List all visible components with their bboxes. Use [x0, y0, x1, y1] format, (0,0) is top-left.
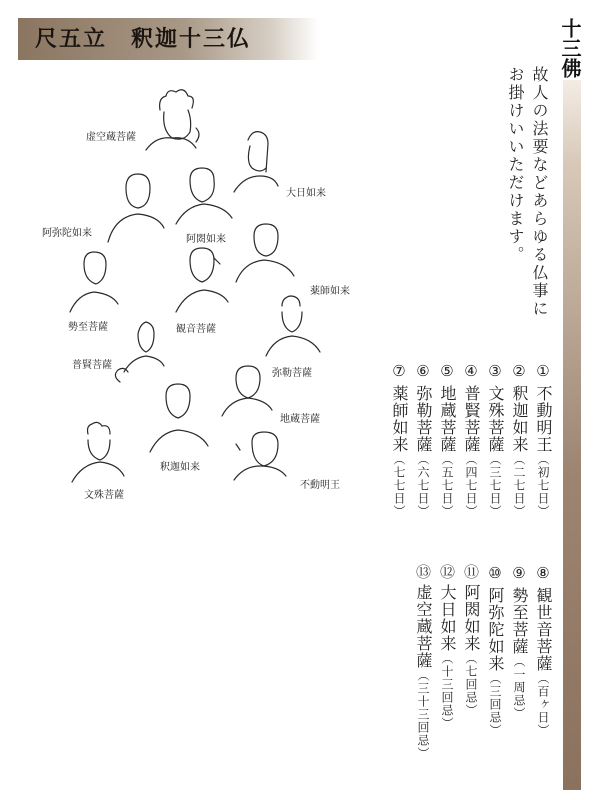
- label-kannon: 観音菩薩: [176, 324, 216, 335]
- list-item: ②釈迦如来（二七日）: [510, 362, 529, 518]
- list-item: ①不動明王（初七日）: [534, 362, 553, 518]
- figure-shaka: [150, 384, 208, 452]
- label-ashuku: 阿閦如来: [186, 234, 226, 245]
- list-item: ⑬虚空蔵菩薩（三十三回忌）: [414, 564, 433, 760]
- label-monju: 文殊菩薩: [84, 490, 124, 501]
- figure-fudo: [234, 432, 286, 480]
- intro-line-2: お掛けいいただけます。: [506, 66, 525, 264]
- page-title: 尺五立 釈迦十三仏: [35, 26, 252, 52]
- figure-ashuku: [176, 168, 232, 224]
- figure-amida: [108, 174, 164, 242]
- list-item: ③文殊菩薩（三七日）: [486, 362, 505, 518]
- figure-miroku: [266, 296, 320, 356]
- list-item: ⑦薬師如来（七七日）: [390, 362, 409, 518]
- label-jizo: 地蔵菩薩: [280, 414, 320, 425]
- side-title: 十三佛: [558, 18, 582, 78]
- label-fudo: 不動明王: [300, 480, 340, 491]
- label-kokuzo: 虚空蔵菩薩: [86, 132, 136, 143]
- label-shaka: 釈迦如来: [160, 462, 200, 473]
- list-item: ⑥弥勒菩薩（六七日）: [414, 362, 433, 518]
- list-item: ⑧観世音菩薩（百ヶ日）: [534, 564, 553, 737]
- label-miroku: 弥勒菩薩: [272, 368, 312, 379]
- figure-jizo: [222, 366, 272, 416]
- list-item: ⑫大日如来（十三回忌）: [438, 564, 457, 730]
- figure-yakushi: [236, 224, 294, 282]
- label-amida: 阿弥陀如来: [42, 228, 92, 239]
- label-yakushi: 薬師如来: [310, 286, 350, 297]
- list-item: ④普賢菩薩（四七日）: [462, 362, 481, 518]
- label-fugen: 普賢菩薩: [72, 360, 112, 371]
- figure-fugen: [115, 322, 164, 382]
- figure-dainichi: [234, 132, 278, 192]
- figure-kokuzo: [146, 90, 199, 150]
- list-item: ⑤地蔵菩薩（五七日）: [438, 362, 457, 518]
- label-seishi: 勢至菩薩: [68, 322, 108, 333]
- figure-seishi: [70, 252, 118, 312]
- intro-line-1: 故人の法要などあらゆる仏事に: [530, 66, 549, 318]
- list-item: ⑪阿閦如来（七回忌）: [462, 564, 481, 717]
- list-item: ⑨勢至菩薩（一周忌）: [510, 564, 529, 720]
- figure-monju: [72, 422, 124, 482]
- figure-kannon: [176, 248, 228, 312]
- label-dainichi: 大日如来: [286, 188, 326, 199]
- list-item: ⑩阿弥陀如来（三回忌）: [486, 564, 505, 737]
